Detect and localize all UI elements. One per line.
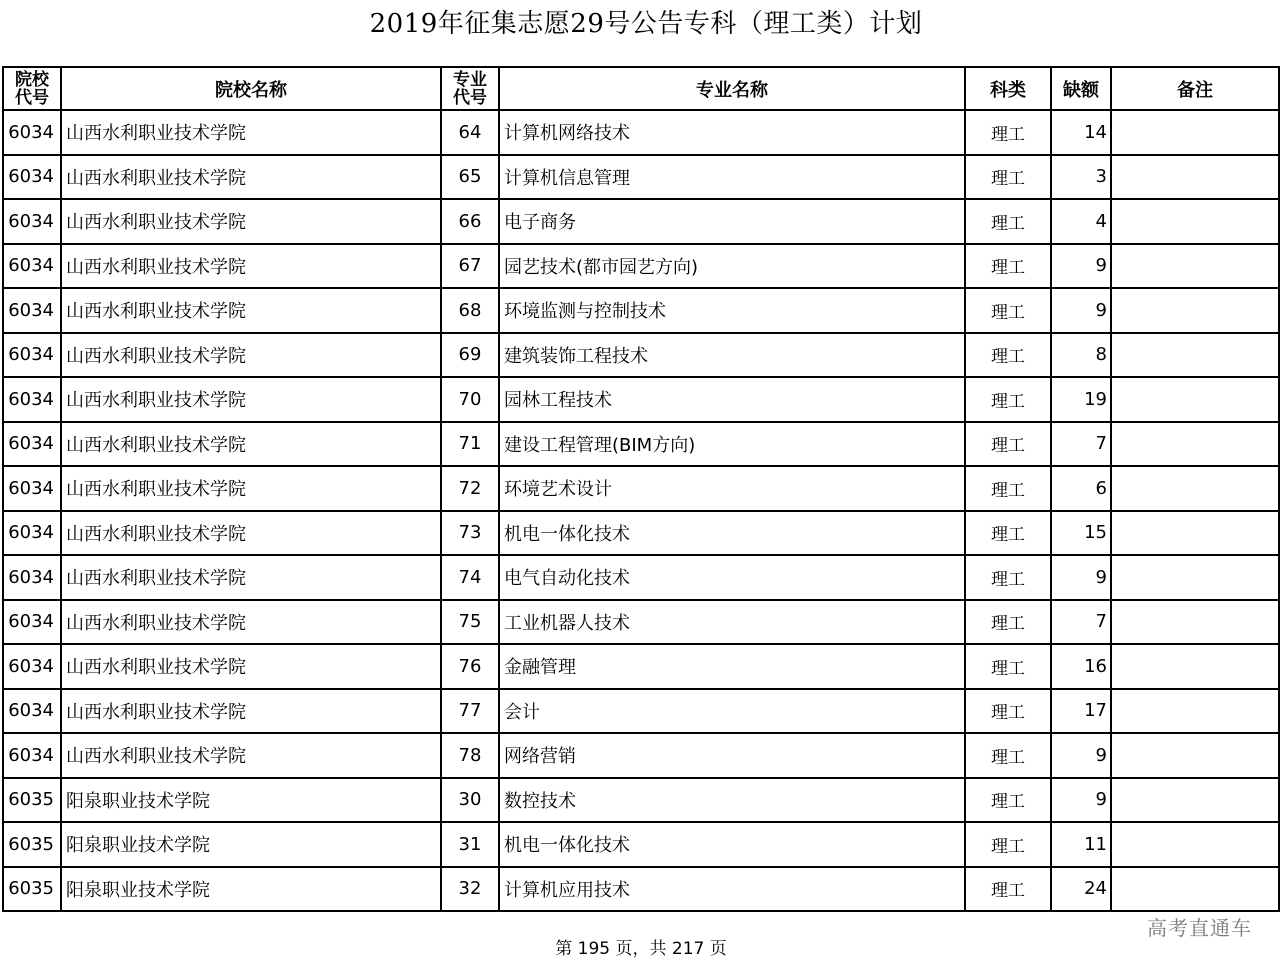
- cell-category: 理工: [965, 689, 1051, 734]
- cell-school-code: 6034: [3, 199, 61, 244]
- cell-school-name: 山西水利职业技术学院: [61, 689, 441, 734]
- table-row: [3, 822, 1279, 867]
- cell-quota: 16: [1051, 644, 1111, 689]
- header-school-code-line1: 院校: [15, 69, 49, 90]
- cell-category: 理工: [965, 733, 1051, 778]
- cell-school-code: 6035: [3, 778, 61, 823]
- cell-quota: 9: [1051, 288, 1111, 333]
- cell-major-name: 数控技术: [499, 778, 965, 823]
- table-row: [3, 422, 1279, 467]
- cell-major-code: 66: [441, 199, 499, 244]
- cell-category: 理工: [965, 600, 1051, 645]
- cell-major-name: 金融管理: [499, 644, 965, 689]
- cell-school-name: 山西水利职业技术学院: [61, 288, 441, 333]
- table-row: [3, 155, 1279, 200]
- cell-school-code: 6034: [3, 555, 61, 600]
- cell-major-name: 计算机应用技术: [499, 867, 965, 912]
- cell-remarks: [1111, 867, 1279, 912]
- cell-school-name: 阳泉职业技术学院: [61, 867, 441, 912]
- cell-quota: 9: [1051, 733, 1111, 778]
- cell-school-code: 6034: [3, 155, 61, 200]
- cell-school-name: 山西水利职业技术学院: [61, 466, 441, 511]
- cell-school-code: 6034: [3, 600, 61, 645]
- cell-major-name: 计算机网络技术: [499, 110, 965, 155]
- cell-category: 理工: [965, 110, 1051, 155]
- header-major-code-line1: 专业: [453, 69, 487, 90]
- cell-major-name: 园艺技术(都市园艺方向): [499, 244, 965, 289]
- header-major-name: 专业名称: [499, 67, 965, 110]
- cell-school-code: 6034: [3, 110, 61, 155]
- cell-remarks: [1111, 778, 1279, 823]
- cell-quota: 9: [1051, 244, 1111, 289]
- cell-category: 理工: [965, 511, 1051, 556]
- cell-quota: 9: [1051, 555, 1111, 600]
- cell-major-name: 机电一体化技术: [499, 511, 965, 556]
- cell-major-name: 建设工程管理(BIM方向): [499, 422, 965, 467]
- cell-school-code: 6034: [3, 511, 61, 556]
- cell-school-code: 6035: [3, 867, 61, 912]
- cell-quota: 8: [1051, 333, 1111, 378]
- cell-major-code: 32: [441, 867, 499, 912]
- table-row: [3, 778, 1279, 823]
- cell-major-name: 建筑装饰工程技术: [499, 333, 965, 378]
- table-row: [3, 867, 1279, 912]
- cell-school-name: 山西水利职业技术学院: [61, 600, 441, 645]
- table-header-row: [3, 67, 1279, 110]
- cell-quota: 3: [1051, 155, 1111, 200]
- cell-category: 理工: [965, 155, 1051, 200]
- cell-remarks: [1111, 377, 1279, 422]
- watermark: 高考直通车: [1147, 916, 1252, 940]
- cell-category: 理工: [965, 867, 1051, 912]
- cell-school-name: 山西水利职业技术学院: [61, 555, 441, 600]
- cell-school-code: 6034: [3, 244, 61, 289]
- cell-remarks: [1111, 110, 1279, 155]
- cell-major-name: 环境艺术设计: [499, 466, 965, 511]
- cell-quota: 14: [1051, 110, 1111, 155]
- page-title: 2019年征集志愿29号公告专科（理工类）计划: [369, 9, 923, 39]
- cell-school-name: 山西水利职业技术学院: [61, 244, 441, 289]
- header-quota: 缺额: [1051, 67, 1111, 110]
- cell-major-name: 网络营销: [499, 733, 965, 778]
- cell-school-name: 山西水利职业技术学院: [61, 422, 441, 467]
- cell-major-code: 67: [441, 244, 499, 289]
- table-row: [3, 555, 1279, 600]
- header-category: 科类: [965, 67, 1051, 110]
- cell-category: 理工: [965, 422, 1051, 467]
- cell-school-name: 山西水利职业技术学院: [61, 155, 441, 200]
- cell-major-code: 73: [441, 511, 499, 556]
- cell-remarks: [1111, 333, 1279, 378]
- cell-major-code: 64: [441, 110, 499, 155]
- cell-school-code: 6034: [3, 377, 61, 422]
- cell-category: 理工: [965, 377, 1051, 422]
- cell-major-code: 70: [441, 377, 499, 422]
- table-body: [3, 110, 1279, 911]
- cell-major-name: 电子商务: [499, 199, 965, 244]
- cell-major-code: 74: [441, 555, 499, 600]
- cell-school-name: 山西水利职业技术学院: [61, 377, 441, 422]
- cell-category: 理工: [965, 778, 1051, 823]
- cell-school-code: 6034: [3, 689, 61, 734]
- cell-school-name: 山西水利职业技术学院: [61, 511, 441, 556]
- cell-quota: 7: [1051, 600, 1111, 645]
- cell-school-code: 6034: [3, 644, 61, 689]
- cell-remarks: [1111, 244, 1279, 289]
- cell-major-code: 65: [441, 155, 499, 200]
- table-row: [3, 466, 1279, 511]
- cell-school-name: 山西水利职业技术学院: [61, 199, 441, 244]
- cell-major-code: 78: [441, 733, 499, 778]
- cell-remarks: [1111, 155, 1279, 200]
- cell-major-code: 77: [441, 689, 499, 734]
- cell-major-code: 68: [441, 288, 499, 333]
- cell-remarks: [1111, 733, 1279, 778]
- cell-remarks: [1111, 689, 1279, 734]
- table-row: [3, 600, 1279, 645]
- cell-remarks: [1111, 199, 1279, 244]
- header-major-code: [441, 67, 499, 110]
- cell-category: 理工: [965, 333, 1051, 378]
- table-row: [3, 244, 1279, 289]
- table-row: [3, 377, 1279, 422]
- cell-school-name: 山西水利职业技术学院: [61, 110, 441, 155]
- cell-school-code: 6034: [3, 333, 61, 378]
- cell-major-code: 71: [441, 422, 499, 467]
- page-number-footer: 第 195 页，共 217 页: [555, 939, 727, 959]
- cell-school-code: 6034: [3, 466, 61, 511]
- cell-major-name: 会计: [499, 689, 965, 734]
- enrollment-plan-table: [2, 66, 1280, 912]
- cell-quota: 7: [1051, 422, 1111, 467]
- header-school-code: [3, 67, 61, 110]
- cell-major-code: 76: [441, 644, 499, 689]
- cell-major-name: 计算机信息管理: [499, 155, 965, 200]
- cell-remarks: [1111, 644, 1279, 689]
- cell-quota: 6: [1051, 466, 1111, 511]
- cell-school-name: 山西水利职业技术学院: [61, 644, 441, 689]
- table-row: [3, 110, 1279, 155]
- cell-school-name: 阳泉职业技术学院: [61, 822, 441, 867]
- cell-major-code: 69: [441, 333, 499, 378]
- cell-category: 理工: [965, 244, 1051, 289]
- table-row: [3, 644, 1279, 689]
- table-row: [3, 288, 1279, 333]
- cell-school-name: 山西水利职业技术学院: [61, 333, 441, 378]
- cell-school-code: 6034: [3, 422, 61, 467]
- cell-category: 理工: [965, 822, 1051, 867]
- cell-quota: 24: [1051, 867, 1111, 912]
- cell-major-code: 72: [441, 466, 499, 511]
- header-school-name: 院校名称: [61, 67, 441, 110]
- cell-quota: 19: [1051, 377, 1111, 422]
- table-row: [3, 511, 1279, 556]
- table-row: [3, 733, 1279, 778]
- table-row: [3, 199, 1279, 244]
- cell-category: 理工: [965, 555, 1051, 600]
- cell-category: 理工: [965, 288, 1051, 333]
- cell-major-code: 30: [441, 778, 499, 823]
- cell-remarks: [1111, 466, 1279, 511]
- header-remarks: 备注: [1111, 67, 1279, 110]
- table-row: [3, 333, 1279, 378]
- header-major-code-line2: 代号: [453, 87, 487, 108]
- cell-school-code: 6034: [3, 733, 61, 778]
- cell-remarks: [1111, 511, 1279, 556]
- cell-remarks: [1111, 555, 1279, 600]
- cell-school-code: 6034: [3, 288, 61, 333]
- cell-quota: 17: [1051, 689, 1111, 734]
- cell-category: 理工: [965, 199, 1051, 244]
- cell-quota: 9: [1051, 778, 1111, 823]
- cell-major-code: 75: [441, 600, 499, 645]
- cell-school-name: 阳泉职业技术学院: [61, 778, 441, 823]
- cell-quota: 15: [1051, 511, 1111, 556]
- cell-major-code: 31: [441, 822, 499, 867]
- cell-school-code: 6035: [3, 822, 61, 867]
- cell-quota: 4: [1051, 199, 1111, 244]
- cell-major-name: 电气自动化技术: [499, 555, 965, 600]
- cell-remarks: [1111, 422, 1279, 467]
- cell-category: 理工: [965, 466, 1051, 511]
- table-row: [3, 689, 1279, 734]
- cell-major-name: 园林工程技术: [499, 377, 965, 422]
- cell-remarks: [1111, 822, 1279, 867]
- cell-remarks: [1111, 600, 1279, 645]
- cell-quota: 11: [1051, 822, 1111, 867]
- cell-school-name: 山西水利职业技术学院: [61, 733, 441, 778]
- header-school-code-line2: 代号: [15, 87, 49, 108]
- cell-major-name: 环境监测与控制技术: [499, 288, 965, 333]
- cell-major-name: 工业机器人技术: [499, 600, 965, 645]
- cell-category: 理工: [965, 644, 1051, 689]
- cell-remarks: [1111, 288, 1279, 333]
- cell-major-name: 机电一体化技术: [499, 822, 965, 867]
